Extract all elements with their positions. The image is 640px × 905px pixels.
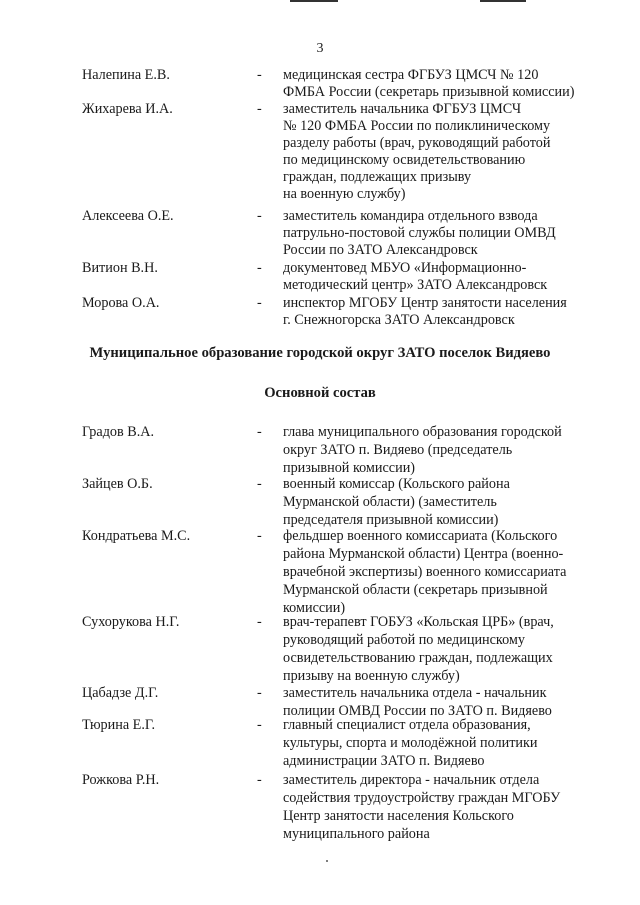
separator-dash: - xyxy=(257,260,262,276)
member-role-line: документовед МБУО «Информационно- xyxy=(283,260,527,276)
member-role-line: освидетельствованию граждан, подлежащих xyxy=(283,650,553,666)
member-role-line: председателя призывной комиссии) xyxy=(283,512,499,528)
member-role-line: разделу работы (врач, руководящий работой xyxy=(283,135,551,151)
member-name: Жихарева И.А. xyxy=(82,101,173,117)
member-role-line: содействия трудоустройству граждан МГОБУ xyxy=(283,790,561,806)
member-name: Цабадзе Д.Г. xyxy=(82,685,159,701)
member-role-line: медицинская сестра ФГБУЗ ЦМСЧ № 120 xyxy=(283,67,539,83)
member-role-line: патрульно-постовой службы полиции ОМВД xyxy=(283,225,556,241)
member-role-line: на военную службу) xyxy=(283,186,406,202)
member-role-line: врачебной экспертизы) военного комиссариата xyxy=(283,564,567,580)
member-role-line: муниципального района xyxy=(283,826,430,842)
separator-dash: - xyxy=(257,424,262,440)
member-role-line: призыву на военную службу) xyxy=(283,668,460,684)
member-role-line: методический центр» ЗАТО Александровск xyxy=(283,277,548,293)
member-name: Сухорукова Н.Г. xyxy=(82,614,180,630)
member-role-line: ФМБА России (секретарь призывной комиссии) xyxy=(283,84,575,100)
member-role-line: № 120 ФМБА России по поликлиническому xyxy=(283,118,551,134)
member-role-line: заместитель директора - начальник отдела xyxy=(283,772,540,788)
separator-dash: - xyxy=(257,528,262,544)
separator-dash: - xyxy=(257,208,262,224)
member-role-line: Мурманской области) (заместитель xyxy=(283,494,497,510)
member-role-line: комиссии) xyxy=(283,600,346,616)
separator-dash: - xyxy=(257,685,262,701)
member-role-line: инспектор МГОБУ Центр занятости населения xyxy=(283,295,567,311)
member-role-line: заместитель начальника отдела - начальник xyxy=(283,685,547,701)
member-name: Градов В.А. xyxy=(82,424,155,440)
top-rule-left xyxy=(290,0,338,2)
member-role-line: по медицинскому освидетельствованию xyxy=(283,152,526,168)
member-role-line: администрации ЗАТО п. Видяево xyxy=(283,753,485,769)
member-name: Алексеева О.Е. xyxy=(82,208,174,224)
top-rule-right xyxy=(480,0,526,2)
member-name: Налепина Е.В. xyxy=(82,67,170,83)
separator-dash: - xyxy=(257,67,262,83)
member-role-line: Центр занятости населения Кольского xyxy=(283,808,514,824)
member-role-line: врач-терапевт ГОБУЗ «Кольская ЦРБ» (врач, xyxy=(283,614,554,630)
separator-dash: - xyxy=(257,717,262,733)
scan-speck xyxy=(326,860,328,862)
member-role-line: призывной комиссии) xyxy=(283,460,416,476)
separator-dash: - xyxy=(257,101,262,117)
member-name: Витион В.Н. xyxy=(82,260,158,276)
page-number: 3 xyxy=(316,41,324,56)
municipality-heading: Муниципальное образование городской округ ЗАТО поселок Видяево xyxy=(89,345,551,361)
member-role-line: района Мурманской области) Центра (военно- xyxy=(283,546,564,562)
member-role-line: России по ЗАТО Александровск xyxy=(283,242,478,258)
member-role-line: военный комиссар (Кольского района xyxy=(283,476,510,492)
member-role-line: фельдшер военного комиссариата (Кольского xyxy=(283,528,558,544)
member-role-line: руководящий работой по медицинскому xyxy=(283,632,525,648)
member-role-line: округ ЗАТО п. Видяево (председатель xyxy=(283,442,513,458)
composition-heading: Основной состав xyxy=(264,385,376,401)
member-name: Морова О.А. xyxy=(82,295,160,311)
member-name: Рожкова Р.Н. xyxy=(82,772,160,788)
member-role-line: г. Снежногорска ЗАТО Александровск xyxy=(283,312,515,328)
member-name: Зайцев О.Б. xyxy=(82,476,153,492)
member-role-line: полиции ОМВД России по ЗАТО п. Видяево xyxy=(283,703,552,719)
member-role-line: Мурманской области (секретарь призывной xyxy=(283,582,548,598)
separator-dash: - xyxy=(257,295,262,311)
member-role-line: заместитель начальника ФГБУЗ ЦМСЧ xyxy=(283,101,522,117)
separator-dash: - xyxy=(257,772,262,788)
member-role-line: граждан, подлежащих призыву xyxy=(283,169,472,185)
member-role-line: глава муниципального образования городской xyxy=(283,424,562,440)
member-name: Тюрина Е.Г. xyxy=(82,717,156,733)
member-name: Кондратьева М.С. xyxy=(82,528,191,544)
member-role-line: главный специалист отдела образования, xyxy=(283,717,531,733)
separator-dash: - xyxy=(257,614,262,630)
member-role-line: культуры, спорта и молодёжной политики xyxy=(283,735,538,751)
separator-dash: - xyxy=(257,476,262,492)
member-role-line: заместитель командира отдельного взвода xyxy=(283,208,538,224)
